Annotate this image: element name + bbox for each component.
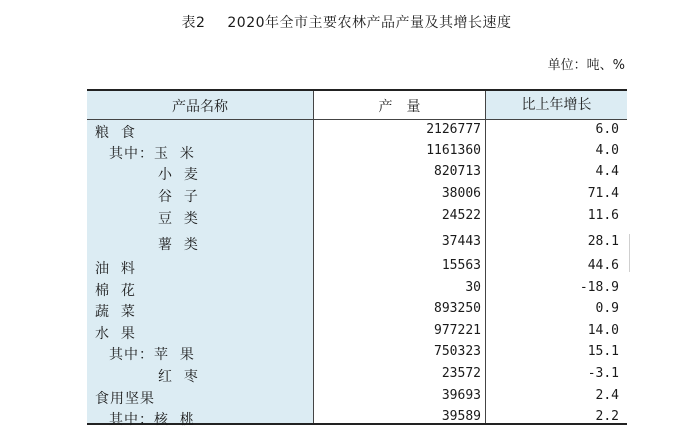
- table-row: [87, 258, 627, 278]
- row-name: 棉 花: [95, 283, 136, 299]
- row-name: 蔬 菜: [95, 304, 136, 320]
- row-production: 30: [465, 280, 481, 295]
- table-row: [87, 344, 627, 364]
- row-growth: 44.6: [587, 258, 619, 273]
- row-growth: 0.9: [595, 301, 619, 316]
- table-row: [87, 234, 627, 254]
- row-production: 39589: [441, 409, 481, 424]
- row-name: 谷 子: [158, 189, 199, 205]
- row-production: 2126777: [426, 122, 481, 137]
- row-production: 15563: [441, 258, 481, 273]
- row-production: 38006: [441, 186, 481, 201]
- row-name: 水 果: [95, 326, 136, 342]
- row-growth: 15.1: [587, 344, 619, 359]
- row-name: 薯 类: [158, 237, 199, 253]
- row-name: 豆 类: [158, 211, 199, 227]
- row-growth: 4.4: [595, 164, 619, 179]
- row-name: 小 麦: [158, 167, 199, 183]
- header-growth: 比上年增长: [486, 91, 627, 119]
- row-growth: 71.4: [587, 186, 619, 201]
- row-growth: 2.4: [595, 388, 619, 403]
- data-table: [87, 89, 627, 428]
- row-production: 820713: [434, 164, 481, 179]
- table-title-text: 2020年全市主要农林产品产量及其增长速度: [227, 15, 512, 31]
- row-name: 食用坚果: [95, 391, 155, 407]
- row-name: 油 料: [95, 261, 136, 277]
- table-row: [87, 280, 627, 300]
- row-growth: 4.0: [595, 143, 619, 158]
- row-production: 37443: [441, 234, 481, 249]
- row-name: 红 枣: [158, 369, 199, 385]
- table-row: [87, 323, 627, 343]
- row-growth: -18.9: [579, 280, 619, 295]
- table-row: [87, 366, 627, 386]
- table-row: [87, 208, 627, 228]
- row-production: 1161360: [426, 143, 481, 158]
- table-row: [87, 164, 627, 184]
- row-growth: -3.1: [587, 366, 619, 381]
- unit-label: 单位：吨、%: [547, 58, 625, 73]
- row-name: 其中：苹 果: [109, 347, 195, 363]
- row-production: 23572: [441, 366, 481, 381]
- table-title: [0, 12, 693, 32]
- row-name: 粮 食: [95, 125, 136, 141]
- table-row: [87, 143, 627, 163]
- row-name: 其中：核 桃: [109, 412, 195, 428]
- row-growth: 6.0: [595, 122, 619, 137]
- row-production: 750323: [434, 344, 481, 359]
- header-production: 产量: [378, 99, 435, 115]
- table-row: [87, 186, 627, 206]
- table-row: [87, 301, 627, 321]
- table-row: [87, 388, 627, 408]
- table-number: 表2: [181, 15, 206, 31]
- row-name: 其中：玉 米: [109, 146, 195, 162]
- row-growth: 2.2: [595, 409, 619, 424]
- edge-mark: [629, 234, 630, 272]
- row-production: 24522: [441, 208, 481, 223]
- row-growth: 11.6: [587, 208, 619, 223]
- row-growth: 28.1: [587, 234, 619, 249]
- row-growth: 14.0: [587, 323, 619, 338]
- table-row: [87, 409, 627, 429]
- row-production: 977221: [434, 323, 481, 338]
- header-name: 产品名称: [172, 99, 228, 115]
- row-production: 893250: [434, 301, 481, 316]
- table-header: [87, 91, 627, 120]
- row-production: 39693: [441, 388, 481, 403]
- table-row: [87, 122, 627, 142]
